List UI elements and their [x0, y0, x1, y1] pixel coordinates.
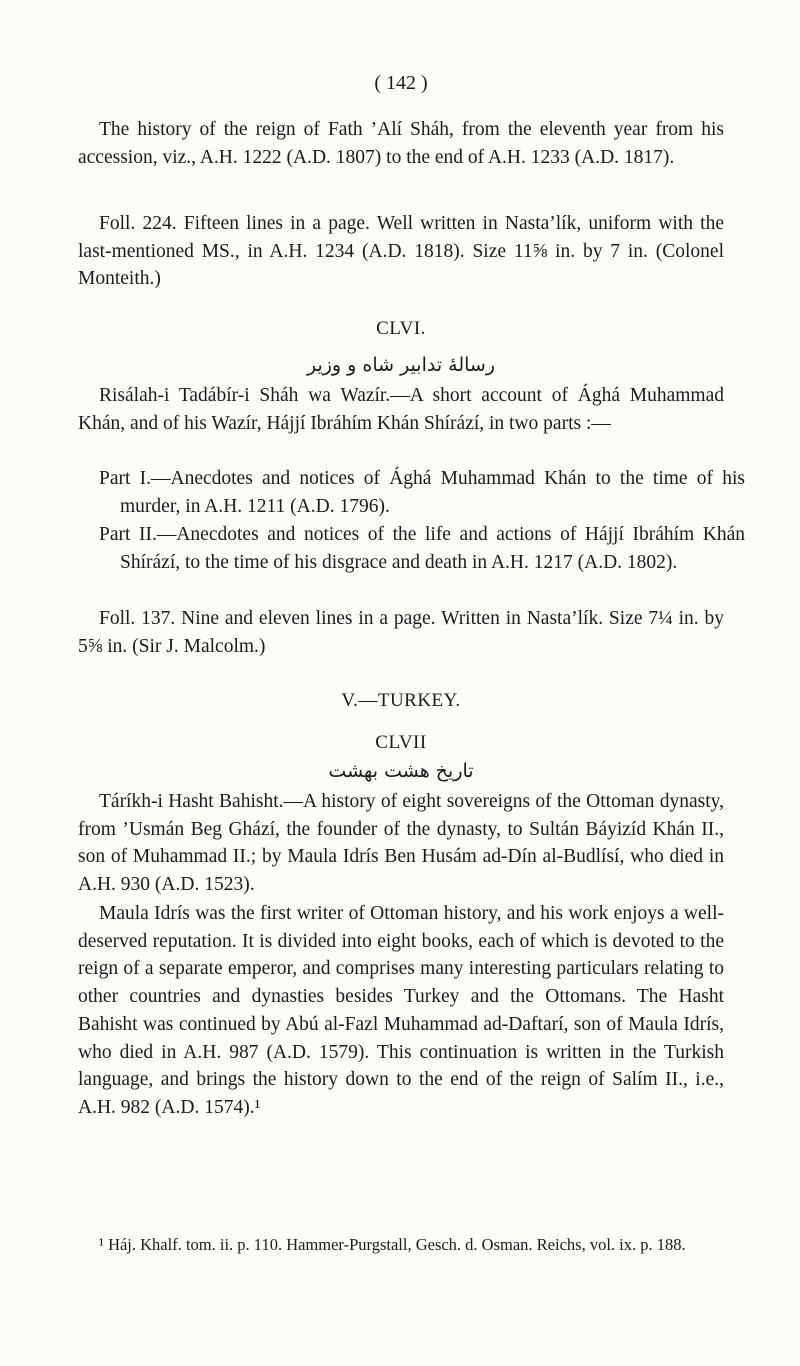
entry-155-text: The history of the reign of Fath ’Alí Sháh, from the eleventh year from his accession, viz., A.H. 1222 (A.D. 1807) to the end of A.H. 1233 (A.D. 1817). — [78, 119, 724, 168]
entry-157-arabic-title: تاریخ هشت بهشت — [328, 760, 474, 782]
entry-157-paragraph-2: Maula Idrís was the first writer of Ottoman history, and his work enjoys a well-deserved reputation. It is divided into eight books, each of which is devoted to the reign of a separate emperor, and comprises many interesting particulars relating to other countries and dynasties besides Turkey and the Ottomans. The Hasht Bahisht was continued by Abú al-Fazl Muhammad ad-Daftarí, son of Maula Idrís, who died in A.H. 987 (A.D. 1579). This continuation is written in the Turkish language, and brings the history down to the end of the reign of Salím II., i.e., A.H. 982 (A.D. 1574).¹ — [78, 903, 724, 1118]
entry-157-paragraph-1: Táríkh-i Hasht Bahisht.—A history of eight sovereigns of the Ottoman dynasty, from ’Usmán Beg Ghází, the founder of the dynasty, to Sultán Báyizíd Khán II., son of Muhammad II.; by Maula Idrís Ben Husám ad-Dín al-Budlísí, who died in A.H. 930 (A.D. 1523). — [78, 791, 724, 896]
entry-156-number: CLVI. — [376, 318, 426, 339]
entry-156-arabic-title: رسالهٔ تدابیر شاه و وزیر — [306, 354, 496, 376]
entry-156-description: Foll. 137. Nine and eleven lines in a page. Written in Nasta’lík. Size 7¼ in. by 5⅝ in. (Sir J. Malcolm.) — [78, 608, 724, 657]
entry-157-number: CLVII — [375, 732, 427, 753]
entry-156-part-1: Part I.—Anecdotes and notices of Ághá Muhammad Khán to the time of his murder, in A.H. 1211 (A.D. 1796). — [99, 468, 745, 517]
footnote: ¹ Háj. Khalf. tom. ii. p. 110. Hammer-Purgstall, Gesch. d. Osman. Reichs, vol. ix. p. 188. — [99, 1235, 686, 1254]
entry-156-intro: Risálah-i Tadábír-i Sháh wa Wazír.—A short account of Ághá Muhammad Khán, and of his Wazír, Hájjí Ibráhím Khán Shírází, in two parts :— — [78, 385, 724, 434]
entry-155-description: Foll. 224. Fifteen lines in a page. Well written in Nasta’lík, uniform with the last-mentioned MS., in A.H. 1234 (A.D. 1818). Size 11⅝ in. by 7 in. (Colonel Monteith.) — [78, 213, 724, 290]
page-number: ( 142 ) — [374, 72, 428, 94]
entry-156-part-2: Part II.—Anecdotes and notices of the life and actions of Hájjí Ibráhím Khán Shírází, to the time of his disgrace and death in A.H. 1217 (A.D. 1802). — [99, 524, 745, 573]
section-heading: V.—TURKEY. — [341, 690, 461, 711]
